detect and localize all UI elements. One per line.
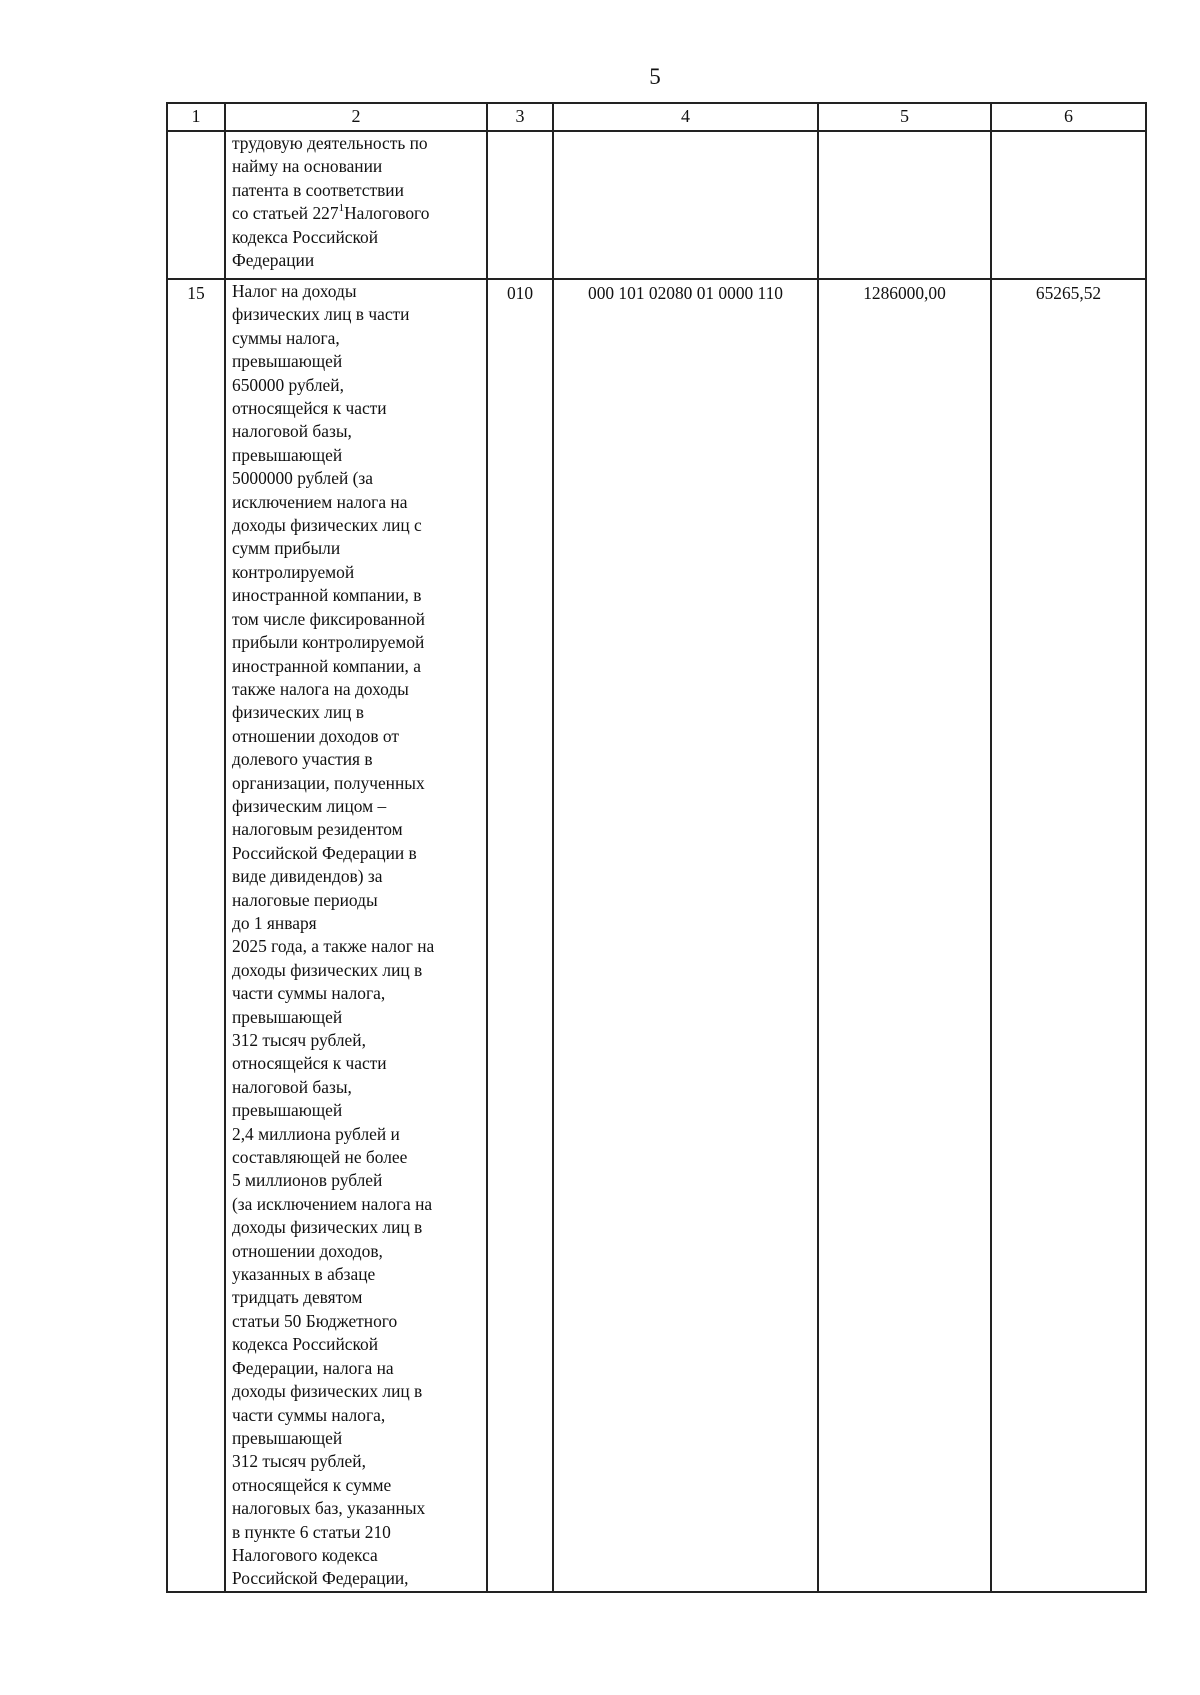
description-line: Налогового кодекса bbox=[232, 1544, 378, 1565]
table-row-continuation bbox=[167, 131, 1146, 279]
description-line: части суммы налога, bbox=[232, 1404, 386, 1425]
description-line: 650000 рублей, bbox=[232, 374, 344, 395]
header-col-5: 5 bbox=[818, 103, 991, 131]
description-line: 2,4 миллиона рублей и bbox=[232, 1123, 400, 1144]
description-line: тридцать девятом bbox=[232, 1287, 363, 1308]
description-line: физических лиц в части bbox=[232, 304, 410, 325]
description-line: Налог на доходы bbox=[232, 281, 357, 301]
description-line: доходы физических лиц в bbox=[232, 959, 423, 980]
description-line: статьи 50 Бюджетного bbox=[232, 1310, 398, 1331]
cell-value-6: 65265,52 bbox=[991, 279, 1146, 1592]
description-line: отношении доходов, bbox=[232, 1240, 383, 1261]
cell-row-number: 15 bbox=[167, 279, 225, 1592]
description-line: налоговые периоды bbox=[232, 889, 378, 910]
description-line: доходы физических лиц с bbox=[232, 515, 422, 536]
cell-number-empty bbox=[167, 131, 225, 279]
description-line: виде дивидендов) за bbox=[232, 866, 383, 887]
revenue-table bbox=[166, 102, 1147, 1593]
description-line: сумм прибыли bbox=[232, 538, 341, 559]
description-line: прибыли контролируемой bbox=[232, 632, 425, 653]
table-header-row bbox=[167, 103, 1146, 131]
description-line: до 1 января bbox=[232, 912, 317, 933]
description-line: указанных в абзаце bbox=[232, 1264, 376, 1285]
description-line: доходы физических лиц в bbox=[232, 1217, 423, 1238]
description-line: превышающей bbox=[232, 1427, 343, 1448]
description-line: 2025 года, а также налог на bbox=[232, 936, 435, 957]
description-line: том числе фиксированной bbox=[232, 608, 425, 629]
description-line: (за исключением налога на bbox=[232, 1193, 433, 1214]
description-line: организации, полученных bbox=[232, 772, 425, 793]
description-line: иностранной компании, а bbox=[232, 655, 421, 676]
description-line: Российской Федерации, bbox=[232, 1568, 409, 1589]
header-col-4: 4 bbox=[553, 103, 818, 131]
cell-value-5: 1286000,00 bbox=[818, 279, 991, 1592]
description-line: налоговых баз, указанных bbox=[232, 1498, 426, 1519]
description-line: части суммы налога, bbox=[232, 983, 386, 1004]
description-line: 5000000 рублей (за bbox=[232, 468, 373, 489]
description-line: Российской Федерации в bbox=[232, 842, 417, 863]
description-line: составляющей не более bbox=[232, 1147, 408, 1168]
cell-code-3: 010 bbox=[487, 279, 553, 1592]
description-line: физическим лицом – bbox=[232, 795, 387, 816]
page-number: 5 bbox=[649, 64, 661, 89]
header-col-6: 6 bbox=[991, 103, 1146, 131]
cell-value5-empty bbox=[818, 131, 991, 279]
description-line: кодекса Российской bbox=[232, 1334, 379, 1355]
description-line: относящейся к части bbox=[232, 398, 387, 419]
description-line: 5 миллионов рублей bbox=[232, 1170, 383, 1191]
description-line: отношении доходов от bbox=[232, 725, 399, 746]
description-line: превышающей bbox=[232, 1100, 343, 1121]
description-line: налоговой базы, bbox=[232, 1076, 352, 1097]
description-line: превышающей bbox=[232, 1006, 343, 1027]
description-line: относящейся к сумме bbox=[232, 1474, 392, 1495]
description-line: Федерации, налога на bbox=[232, 1357, 394, 1378]
description-line: суммы налога, bbox=[232, 327, 340, 348]
cell-description-continuation: трудовую деятельность по найму на основании патента в соответствии со статьей $227^1Налогового$ кодекса Российской Федерации bbox=[225, 131, 487, 279]
description-line: долевого участия в bbox=[232, 749, 373, 770]
description-line: исключением налога на bbox=[232, 491, 408, 512]
description-line: также налога на доходы bbox=[232, 678, 409, 699]
description-line: 312 тысяч рублей, bbox=[232, 1030, 366, 1050]
description-line: физических лиц в bbox=[232, 702, 365, 723]
description-line: иностранной компании, в bbox=[232, 585, 422, 606]
header-col-1: 1 bbox=[167, 103, 225, 131]
description-line: превышающей bbox=[232, 444, 343, 465]
header-col-3: 3 bbox=[487, 103, 553, 131]
cell-description bbox=[225, 279, 487, 1592]
description-line: относящейся к части bbox=[232, 1053, 387, 1074]
description-line: налоговой базы, bbox=[232, 421, 352, 442]
cell-code3-empty bbox=[487, 131, 553, 279]
cell-value6-empty bbox=[991, 131, 1146, 279]
table-row-15 bbox=[167, 279, 1146, 1592]
description-line: в пункте 6 статьи 210 bbox=[232, 1521, 391, 1542]
cell-code4-empty bbox=[553, 131, 818, 279]
description-line: доходы физических лиц в bbox=[232, 1381, 423, 1402]
description-line: контролируемой bbox=[232, 561, 355, 582]
description-line: 312 тысяч рублей, bbox=[232, 1451, 366, 1472]
description-line: налоговым резидентом bbox=[232, 819, 403, 840]
header-col-2: 2 bbox=[225, 103, 487, 131]
cell-code-4: 000 101 02080 01 0000 110 bbox=[553, 279, 818, 1592]
description-line: превышающей bbox=[232, 351, 343, 372]
